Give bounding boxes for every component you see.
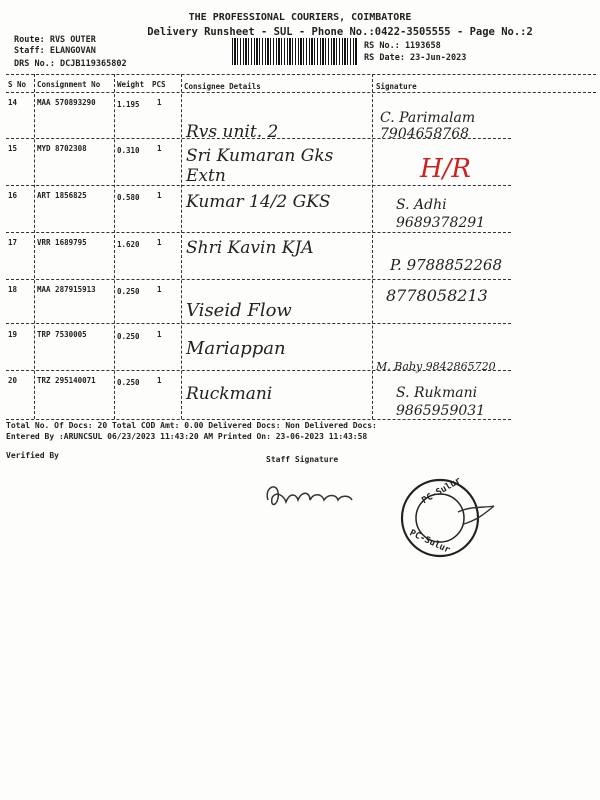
row-pcs: 1 bbox=[157, 285, 162, 294]
route-label: Route: RVS OUTER bbox=[14, 35, 96, 45]
row-weight: 0.580 bbox=[117, 193, 140, 202]
row-pcs: 1 bbox=[157, 376, 162, 385]
row-consignment: MAA 287915913 bbox=[37, 285, 96, 294]
row-weight: 0.250 bbox=[117, 287, 140, 296]
row-signature: S. Rukmani 9865959031 bbox=[396, 385, 486, 419]
row-consignee: Shri Kavin KJA bbox=[186, 238, 314, 258]
row-signature: C. Parimalam 7904658768 bbox=[380, 110, 476, 142]
row-consignee: Sri Kumaran Gks Extn bbox=[186, 146, 334, 186]
rs-number: RS No.: 1193658 bbox=[364, 41, 441, 51]
col-sno: S No bbox=[8, 80, 27, 89]
rs-date: RS Date: 23-Jun-2023 bbox=[364, 53, 467, 63]
runsheet-title: Delivery Runsheet - SUL - Phone No.:0422-3505555 - Page No.:2 bbox=[147, 26, 533, 38]
row-consignment: MYD 8702308 bbox=[37, 144, 87, 153]
row-sno: 19 bbox=[8, 330, 18, 339]
row-weight: 0.310 bbox=[117, 146, 140, 155]
stamp-text-top: PC-Sulur bbox=[420, 475, 463, 507]
row-consignee: Rvs unit. 2 bbox=[186, 122, 279, 142]
row-weight: 0.250 bbox=[117, 332, 140, 341]
staff-signature-mark bbox=[262, 478, 358, 516]
row-weight: 1.195 bbox=[117, 100, 140, 109]
row-consignee: Kumar 14/2 GKS bbox=[186, 192, 331, 212]
row-sno: 17 bbox=[8, 238, 18, 247]
row-pcs: 1 bbox=[157, 144, 162, 153]
row-consignee: Viseid Flow bbox=[186, 300, 292, 321]
row-consignment: MAA 570893290 bbox=[37, 98, 96, 107]
row-weight: 1.620 bbox=[117, 240, 140, 249]
row-consignment: ART 1856825 bbox=[37, 191, 87, 200]
row-consignee: Mariappan bbox=[186, 338, 286, 359]
drs-number: DRS No.: DCJB119365802 bbox=[14, 59, 127, 69]
row-consignment: TRP 7530005 bbox=[37, 330, 87, 339]
row-weight: 0.250 bbox=[117, 378, 140, 387]
col-signature: Signature bbox=[376, 82, 417, 91]
col-pcs: PCS bbox=[152, 80, 166, 89]
totals-line: Total No. Of Docs: 20 Total COD Amt: 0.00 Delivered Docs: Non Delivered Docs: bbox=[6, 421, 377, 430]
row-signature: H/R bbox=[420, 154, 472, 184]
barcode bbox=[232, 38, 358, 65]
col-weight: Weight bbox=[117, 80, 145, 89]
row-signature: S. Adhi 9689378291 bbox=[396, 197, 486, 231]
row-consignee: Ruckmani bbox=[186, 384, 273, 404]
row-pcs: 1 bbox=[157, 238, 162, 247]
row-sno: 15 bbox=[8, 144, 18, 153]
company-title: THE PROFESSIONAL COURIERS, COIMBATORE bbox=[188, 12, 412, 23]
stamp-text-bottom: PC-Sulur bbox=[407, 528, 452, 556]
row-signature: M. Baby 9842865720 bbox=[376, 360, 496, 373]
staff-signature-label: Staff Signature bbox=[266, 455, 339, 464]
row-sno: 20 bbox=[8, 376, 18, 385]
verified-label: Verified By bbox=[6, 451, 59, 460]
row-pcs: 1 bbox=[157, 191, 162, 200]
row-signature: P. 9788852268 bbox=[390, 256, 503, 274]
row-sno: 18 bbox=[8, 285, 18, 294]
row-consignment: TRZ 295140071 bbox=[37, 376, 96, 385]
row-sno: 16 bbox=[8, 191, 18, 200]
row-pcs: 1 bbox=[157, 330, 162, 339]
row-pcs: 1 bbox=[157, 98, 162, 107]
staff-label: Staff: ELANGOVAN bbox=[14, 46, 96, 56]
entered-line: Entered By :ARUNCSUL 06/23/2023 11:43:20 AM Printed On: 23-06-2023 11:43:58 bbox=[6, 432, 368, 441]
row-consignment: VRR 1689795 bbox=[37, 238, 87, 247]
col-consignee: Consignee Details bbox=[184, 82, 261, 91]
row-signature: 8778058213 bbox=[386, 286, 488, 305]
row-sno: 14 bbox=[8, 98, 18, 107]
col-consignment: Consignment No bbox=[37, 80, 101, 89]
